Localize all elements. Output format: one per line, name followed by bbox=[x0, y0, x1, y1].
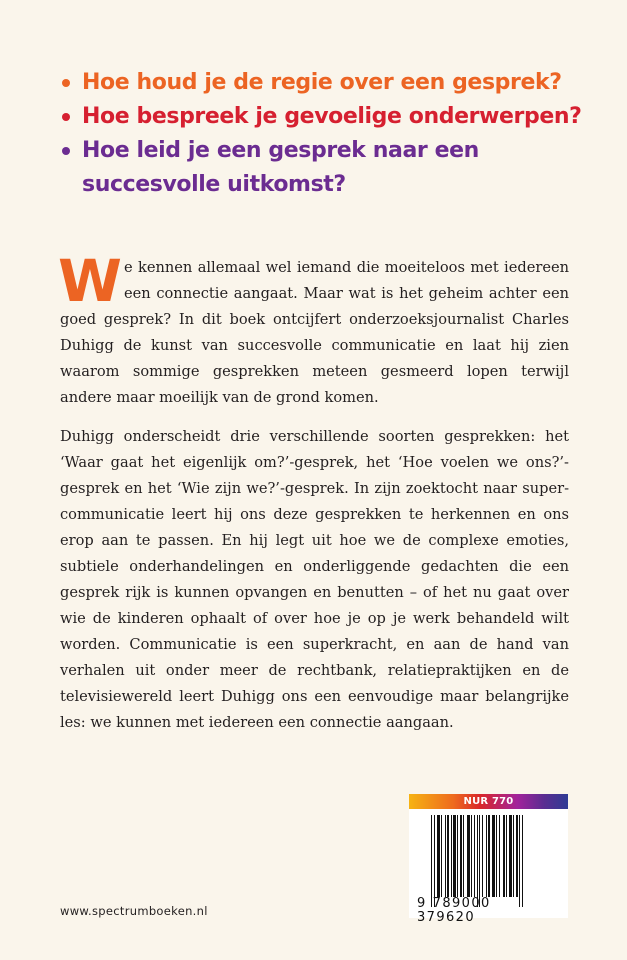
bullet-dot-icon bbox=[62, 113, 70, 121]
question-text: Hoe houd je de regie over een gesprek? bbox=[82, 70, 562, 95]
drop-cap: W bbox=[58, 247, 120, 315]
question-text: Hoe bespreek je gevoelige onderwerpen? bbox=[82, 104, 582, 129]
blurb-paragraph bbox=[58, 247, 569, 411]
blurb-paragraph bbox=[60, 424, 569, 736]
isbn-digits: 789000 379620 bbox=[417, 896, 491, 925]
publisher-website-link[interactable]: www.spectrumboeken.nl bbox=[60, 904, 208, 918]
bullet-dot-icon bbox=[62, 147, 70, 155]
book-blurb bbox=[58, 247, 569, 749]
key-questions-list bbox=[62, 66, 592, 202]
question-item bbox=[62, 134, 592, 202]
nur-code-label: NUR 770 bbox=[409, 794, 568, 809]
paragraph-text: Duhigg onderscheidt drie verschillende soorten gesprekken: het ‘Waar gaat het eigenlijk om?’-gesprek, het ‘Hoe voelen we ons?’-gesprek en het ‘Wie zijn we?’-gesprek. In zijn zoektocht naar supercommunicatie leert hij ons deze gesprekken te herkennen en ons erop aan te passen. En hij legt uit hoe we de complexe emoties, subtiele onderhandelingen en onderliggende gedachten die een gesprek rijk is kunnen opvangen en benutten – of het nu gaat over wie de kinderen ophaalt of over hoe je op je werk behandeld wilt worden. Communicatie is een superkracht, en aan de hand van verhalen uit onder meer de rechtbank, relatiepraktijken en de televisiewereld leert Duhigg ons een eenvoudige maar belangrijke les: we kunnen met iedereen een connectie aangaan. bbox=[60, 428, 569, 731]
question-text: Hoe leid je een gesprek naar een succesvolle uitkomst? bbox=[82, 138, 479, 197]
isbn-first-digit: 9 bbox=[417, 896, 427, 911]
isbn-barcode bbox=[409, 794, 568, 925]
bullet-dot-icon bbox=[62, 79, 70, 87]
question-item bbox=[62, 100, 592, 134]
isbn-number bbox=[417, 897, 547, 925]
question-item bbox=[62, 66, 592, 100]
paragraph-text: e kennen allemaal wel iemand die moeiteloos met iedereen een connectie aangaat. Maar wat is het geheim achter een goed gesprek? In dit boek ontcijfert onderzoeksjournalist Charles Duhigg de kunst van succesvolle communicatie en laat hij zien waarom sommige gesprekken meteen gesmeerd lopen terwijl andere maar moeilijk van de grond komen. bbox=[60, 259, 569, 406]
barcode-bars-icon bbox=[431, 815, 545, 907]
